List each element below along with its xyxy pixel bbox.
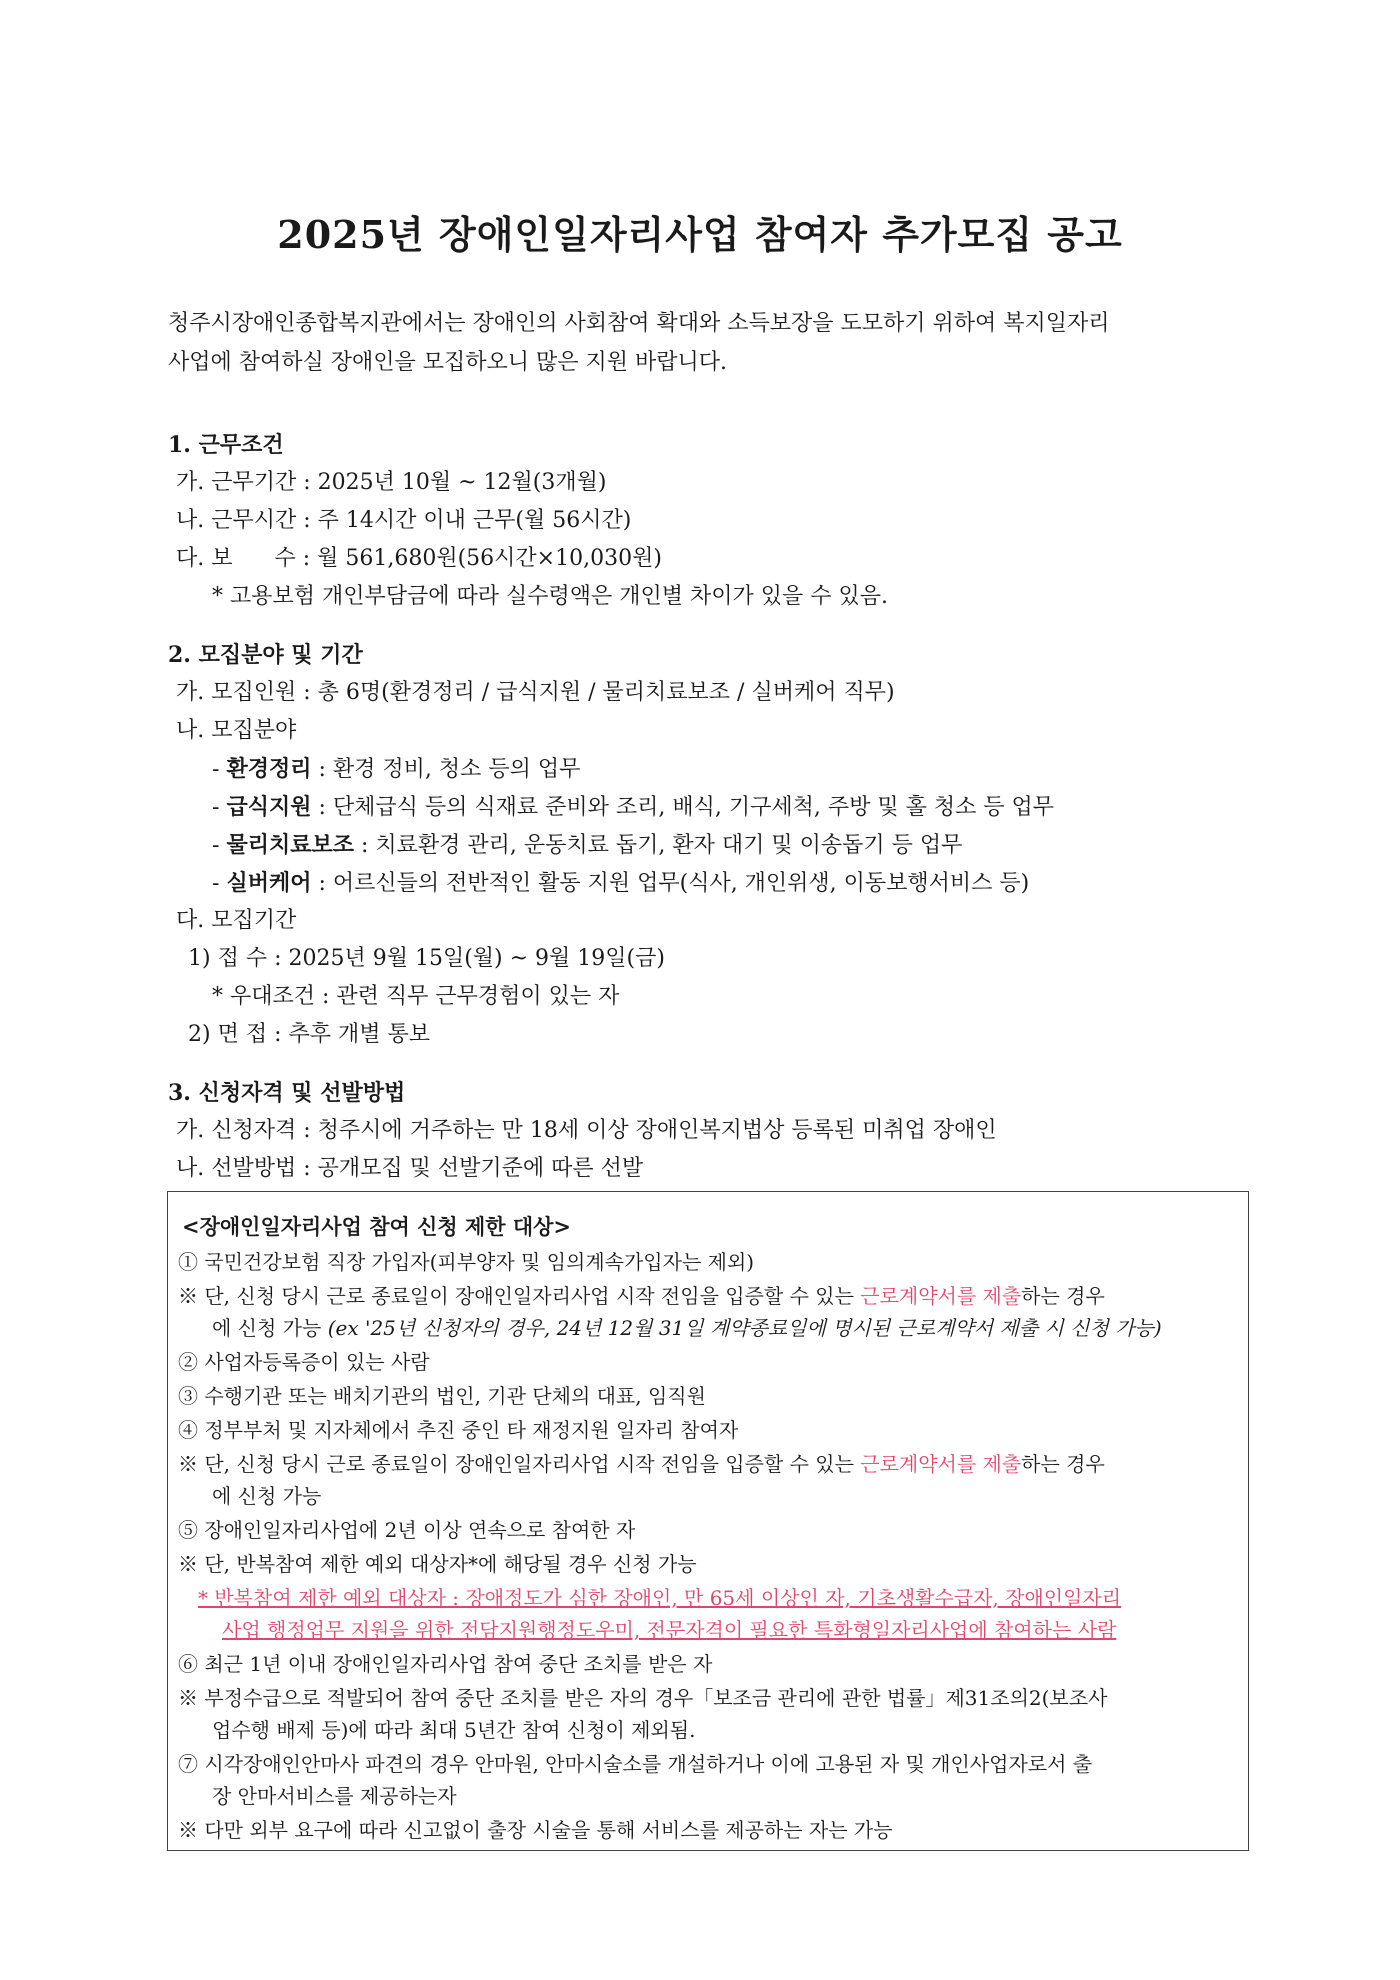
field-silver: - 실버케어 : 어르신들의 전반적인 활동 지원 업무(식사, 개인위생, 이동보행서비스 등) bbox=[212, 870, 1030, 896]
field-physio: - 물리치료보조 : 치료환경 관리, 운동치료 돕기, 환자 대기 및 이송돕기 등 업무 bbox=[212, 832, 963, 858]
restriction-item-5-note: ※ 단, 반복참여 제한 예외 대상자*에 해당될 경우 신청 가능 bbox=[178, 1552, 697, 1576]
note-text-end: 하는 경우 bbox=[1021, 1284, 1105, 1308]
restriction-item-7-cont: 장 안마서비스를 제공하는자 bbox=[212, 1784, 457, 1808]
recruit-count: 가. 모집인원 : 총 6명(환경정리 / 급식지원 / 물리치료보조 / 실버케어 직무) bbox=[176, 680, 895, 705]
contract-highlight: 근로계약서를 제출 bbox=[860, 1452, 1022, 1476]
field-environment-desc: : 환경 정비, 청소 등의 업무 bbox=[311, 757, 581, 782]
field-physio-desc: : 치료환경 관리, 운동치료 돕기, 환자 대기 및 이송돕기 등 업무 bbox=[353, 833, 963, 858]
field-environment-name: 환경정리 bbox=[226, 756, 312, 782]
intro-line-1: 청주시장애인종합복지관에서는 장애인의 사회참여 확대와 소득보장을 도모하기 위하여 복지일자리 bbox=[168, 311, 1110, 336]
note-text: ※ 단, 신청 당시 근로 종료일이 장애인일자리사업 시작 전임을 입증할 수 있는 bbox=[178, 1284, 861, 1308]
field-silver-desc: : 어르신들의 전반적인 활동 지원 업무(식사, 개인위생, 이동보행서비스 등) bbox=[311, 871, 1030, 896]
intro-line-2: 사업에 참여하실 장애인을 모집하오니 많은 지원 바랍니다. bbox=[168, 350, 728, 375]
salary-note: * 고용보험 개인부담금에 따라 실수령액은 개인별 차이가 있을 수 있음. bbox=[212, 584, 888, 609]
restriction-item-4-note bbox=[178, 1449, 1105, 1479]
application-period: 1) 접 수 : 2025년 9월 15일(월) ~ 9월 19일(금) bbox=[188, 946, 665, 971]
restriction-item-1: ① 국민건강보험 직장 가입자(피부양자 및 임의계속가입자는 제외) bbox=[178, 1250, 755, 1274]
field-physio-name: 물리치료보조 bbox=[226, 832, 354, 858]
field-environment: - 환경정리 : 환경 정비, 청소 등의 업무 bbox=[212, 756, 581, 782]
restriction-item-1-note-cont bbox=[212, 1313, 1162, 1343]
selection-method: 나. 선발방법 : 공개모집 및 선발기준에 따른 선발 bbox=[176, 1156, 644, 1181]
restriction-item-2: ② 사업자등록증이 있는 사람 bbox=[178, 1350, 430, 1374]
restriction-item-6-note: ※ 부정수급으로 적발되어 참여 중단 조치를 받은 자의 경우「보조금 관리에 관한 법률」제31조의2(보조사 bbox=[178, 1686, 1108, 1710]
recruit-period-label: 다. 모집기간 bbox=[176, 908, 297, 933]
page-title: 2025년 장애인일자리사업 참여자 추가모집 공고 bbox=[277, 212, 1123, 257]
example-note: (ex '25년 신청자의 경우, 24년 12월 31일 계약종료일에 명시된 근로계약서 제출 시 신청 가능) bbox=[327, 1316, 1162, 1340]
salary: 다. 보 수 : 월 561,680원(56시간×10,030원) bbox=[176, 546, 662, 571]
recruit-fields-label: 나. 모집분야 bbox=[176, 718, 297, 743]
eligibility: 가. 신청자격 : 청주시에 거주하는 만 18세 이상 장애인복지법상 등록된 미취업 장애인 bbox=[176, 1118, 997, 1143]
section-1-heading: 1. 근무조건 bbox=[168, 432, 284, 458]
work-period: 가. 근무기간 : 2025년 10월 ~ 12월(3개월) bbox=[176, 470, 607, 495]
preference-note: * 우대조건 : 관련 직무 근무경험이 있는 자 bbox=[212, 984, 620, 1009]
restriction-heading: <장애인일자리사업 참여 신청 제한 대상> bbox=[182, 1214, 572, 1239]
restriction-item-4: ④ 정부부처 및 지자체에서 추진 중인 타 재정지원 일자리 참여자 bbox=[178, 1418, 739, 1442]
restriction-item-6-note-cont: 업수행 배제 등)에 따라 최대 5년간 참여 신청이 제외됨. bbox=[212, 1718, 696, 1742]
section-2-heading: 2. 모집분야 및 기간 bbox=[168, 642, 363, 668]
restriction-item-6: ⑥ 최근 1년 이내 장애인일자리사업 참여 중단 조치를 받은 자 bbox=[178, 1652, 713, 1676]
contract-highlight: 근로계약서를 제출 bbox=[860, 1284, 1022, 1308]
work-hours: 나. 근무시간 : 주 14시간 이내 근무(월 56시간) bbox=[176, 508, 632, 533]
section-3-heading: 3. 신청자격 및 선발방법 bbox=[168, 1080, 406, 1106]
note-text: ※ 단, 신청 당시 근로 종료일이 장애인일자리사업 시작 전임을 입증할 수 있는 bbox=[178, 1452, 861, 1476]
restriction-item-5: ⑤ 장애인일자리사업에 2년 이상 연속으로 참여한 자 bbox=[178, 1518, 636, 1542]
field-meal-name: 급식지원 bbox=[226, 794, 312, 820]
restriction-item-3: ③ 수행기관 또는 배치기관의 법인, 기관 단체의 대표, 임직원 bbox=[178, 1384, 706, 1408]
field-meal-desc: : 단체급식 등의 식재료 준비와 조리, 배식, 기구세척, 주방 및 홀 청소 등 업무 bbox=[311, 795, 1055, 820]
restriction-item-7-note: ※ 다만 외부 요구에 따라 신고없이 출장 시술을 통해 서비스를 제공하는 자는 가능 bbox=[178, 1818, 893, 1842]
restriction-item-7: ⑦ 시각장애인안마사 파견의 경우 안마원, 안마시술소를 개설하거나 이에 고용된 자 및 개인사업자로서 출 bbox=[178, 1752, 1093, 1776]
restriction-item-1-note bbox=[178, 1281, 1105, 1311]
note-text: 에 신청 가능 bbox=[212, 1316, 328, 1340]
interview-info: 2) 면 접 : 추후 개별 통보 bbox=[188, 1022, 430, 1047]
note-text-end: 하는 경우 bbox=[1021, 1452, 1105, 1476]
field-meal: - 급식지원 : 단체급식 등의 식재료 준비와 조리, 배식, 기구세척, 주방 및 홀 청소 등 업무 bbox=[212, 794, 1055, 820]
exception-note-line-2: 사업 행정업무 지원을 위한 전담지원행정도우미, 전문자격이 필요한 특화형일자리사업에 참여하는 사람 bbox=[222, 1618, 1117, 1642]
exception-note-line-1: * 반복참여 제한 예외 대상자 : 장애정도가 심한 장애인, 만 65세 이상인 자, 기초생활수급자, 장애인일자리 bbox=[198, 1586, 1122, 1610]
field-silver-name: 실버케어 bbox=[226, 870, 312, 896]
restriction-item-4-note-cont: 에 신청 가능 bbox=[212, 1484, 322, 1508]
